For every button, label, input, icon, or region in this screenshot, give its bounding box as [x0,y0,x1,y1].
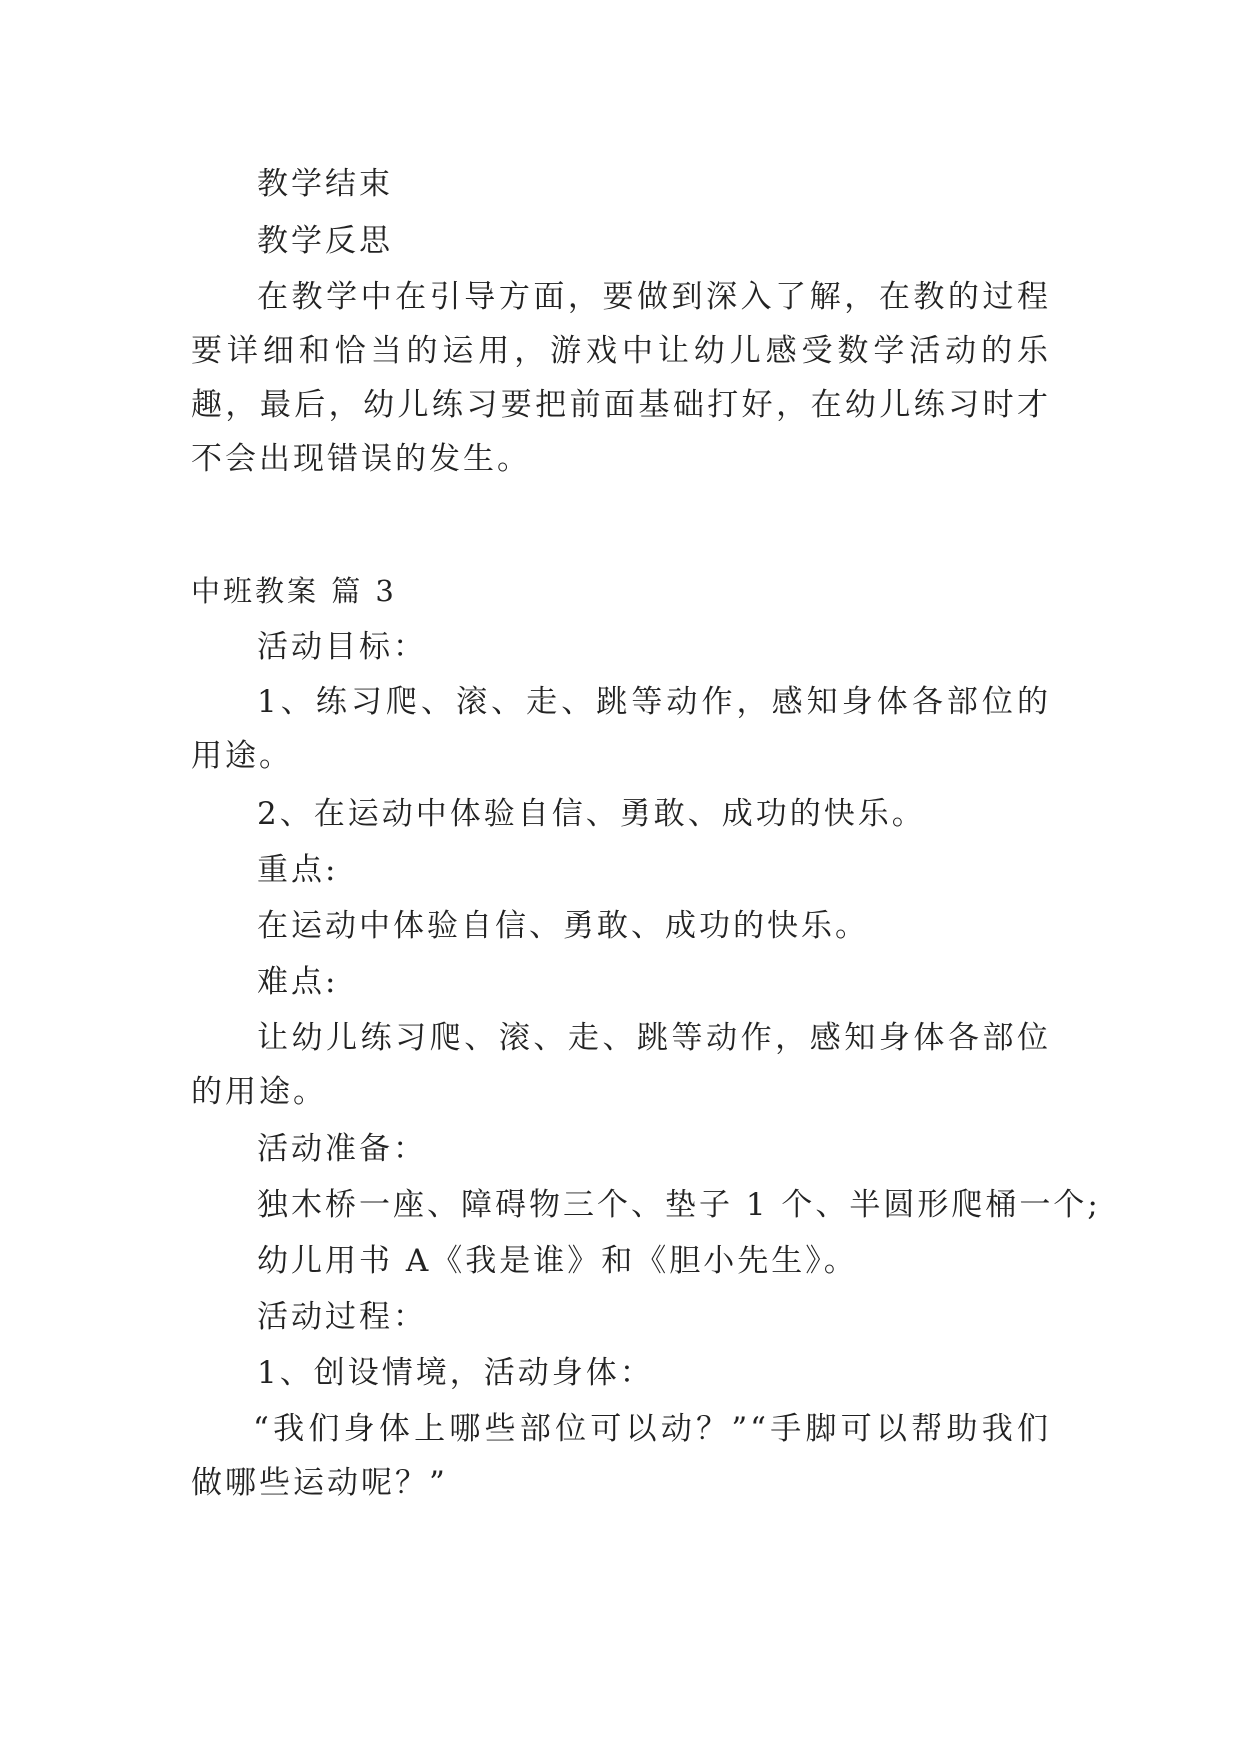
paragraph-teaching-reflection: 教学反思 [257,223,393,259]
prep-line-2: 幼儿用书 A《我是谁》和《胆小先生》。 [257,1243,858,1279]
goal-item-1: 1、练习爬、滚、走、跳等动作，感知身体各部位的用途。 [191,684,1051,774]
process-quote: “我们身体上哪些部位可以动？”“手脚可以帮助我们做哪些运动呢？” [191,1411,1051,1501]
label-difficulty: 难点: [257,964,339,1000]
process-step-1: 1、创设情境，活动身体： [257,1355,654,1391]
label-key-point: 重点: [257,852,339,888]
paragraph-reflection-body: 在教学中在引导方面，要做到深入了解，在教的过程要详细和恰当的运用，游戏中让幼儿感受数学活动的乐趣，最后，幼儿练习要把前面基础打好，在幼儿练习时才不会出现错误的发生。 [191,279,1051,477]
label-activity-prep: 活动准备： [257,1131,427,1167]
label-activity-process: 活动过程： [257,1299,427,1335]
difficulty-text: 让幼儿练习爬、滚、走、跳等动作，感知身体各部位的用途。 [191,1020,1051,1110]
label-activity-goals: 活动目标： [257,629,427,665]
goal-item-2: 2、在运动中体验自信、勇敢、成功的快乐。 [257,796,926,832]
section-heading: 中班教案 篇 3 [191,574,397,608]
paragraph-teaching-end: 教学结束 [257,166,393,202]
prep-line-1: 独木桥一座、障碍物三个、垫子 1 个、半圆形爬桶一个; [257,1187,1101,1223]
key-point-text: 在运动中体验自信、勇敢、成功的快乐。 [257,908,869,944]
